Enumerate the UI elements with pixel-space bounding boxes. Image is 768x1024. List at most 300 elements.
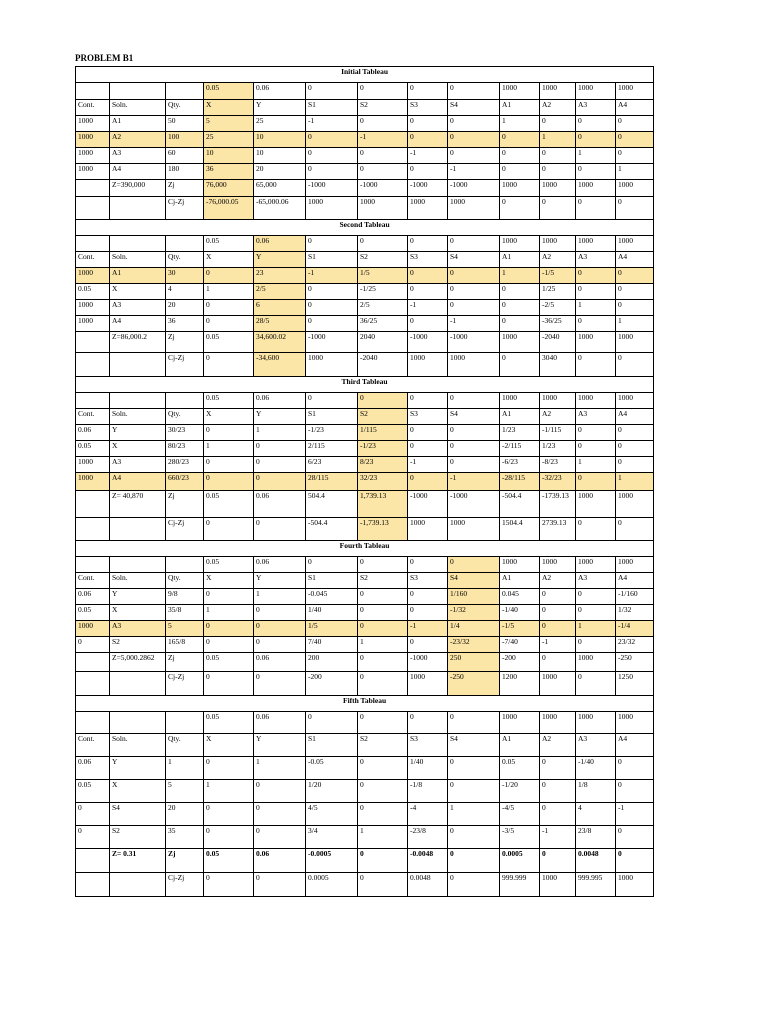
table-cell: 1 bbox=[616, 316, 654, 332]
table-cell: 0 bbox=[204, 268, 254, 284]
table-cell: X bbox=[204, 100, 254, 116]
table-cell: 0 bbox=[254, 803, 306, 826]
table-cell: 504.4 bbox=[306, 491, 358, 518]
table-cell: 76,000 bbox=[204, 180, 254, 197]
table-cell: Soln. bbox=[110, 573, 166, 589]
table-cell: 0 bbox=[254, 672, 306, 696]
table-cell: 0 bbox=[408, 164, 448, 180]
table-cell: 0 bbox=[254, 780, 306, 803]
table-cell: 0.06 bbox=[254, 393, 306, 409]
table-cell: Y bbox=[254, 573, 306, 589]
table-cell: 1000 bbox=[576, 557, 616, 573]
table-cell: -1 bbox=[408, 300, 448, 316]
table-cell: 0 bbox=[616, 116, 654, 132]
table-cell: 0 bbox=[448, 148, 500, 164]
table-cell: 0 bbox=[576, 473, 616, 491]
table-cell: 0 bbox=[448, 83, 500, 100]
table-cell: 3040 bbox=[540, 353, 576, 377]
table-cell: 0 bbox=[306, 164, 358, 180]
table-cell: 0 bbox=[204, 672, 254, 696]
tableau-caption-row bbox=[76, 541, 654, 557]
table-cell: 0.0048 bbox=[408, 873, 448, 897]
table-cell: S1 bbox=[306, 100, 358, 116]
table-cell: 999.995 bbox=[576, 873, 616, 897]
table-row bbox=[76, 100, 654, 116]
table-cell: A4 bbox=[616, 573, 654, 589]
table-cell: 1000 bbox=[500, 83, 540, 100]
table-cell: 0 bbox=[616, 425, 654, 441]
table-cell: 1504.4 bbox=[500, 518, 540, 541]
table-cell: 0 bbox=[408, 132, 448, 148]
table-cell: Cont. bbox=[76, 409, 110, 425]
table-cell: 0 bbox=[204, 589, 254, 605]
table-cell: 1000 bbox=[616, 180, 654, 197]
table-cell: 0.06 bbox=[254, 653, 306, 672]
table-cell: 1000 bbox=[576, 332, 616, 353]
table-cell: -1 bbox=[448, 316, 500, 332]
table-cell: 1 bbox=[204, 605, 254, 621]
table-cell: -1 bbox=[616, 803, 654, 826]
table-cell: A2 bbox=[540, 573, 576, 589]
table-cell: 1 bbox=[500, 268, 540, 284]
table-cell: X bbox=[204, 734, 254, 757]
table-cell: 1000 bbox=[576, 83, 616, 100]
table-cell bbox=[110, 353, 166, 377]
table-cell bbox=[76, 353, 110, 377]
tableau-caption: Fifth Tableau bbox=[76, 696, 654, 712]
table-cell: A2 bbox=[540, 734, 576, 757]
table-cell: -1000 bbox=[408, 332, 448, 353]
table-cell: Cj-Zj bbox=[166, 197, 204, 220]
table-cell: 20 bbox=[254, 164, 306, 180]
table-cell: Soln. bbox=[110, 734, 166, 757]
table-cell bbox=[76, 653, 110, 672]
table-cell: 0 bbox=[306, 132, 358, 148]
table-cell: A4 bbox=[616, 734, 654, 757]
table-cell: 660/23 bbox=[166, 473, 204, 491]
table-cell: 1/160 bbox=[448, 589, 500, 605]
table-cell: A4 bbox=[616, 100, 654, 116]
table-cell: 1 bbox=[576, 148, 616, 164]
table-cell: 0 bbox=[500, 284, 540, 300]
table-row bbox=[76, 425, 654, 441]
table-cell: 0.0005 bbox=[500, 849, 540, 873]
table-cell: Y bbox=[254, 100, 306, 116]
table-cell: 0 bbox=[204, 316, 254, 332]
table-cell: -1/115 bbox=[540, 425, 576, 441]
table-cell: 0 bbox=[358, 653, 408, 672]
table-cell: 0 bbox=[408, 83, 448, 100]
table-cell: 0 bbox=[540, 757, 576, 780]
table-cell: Zj bbox=[166, 180, 204, 197]
table-cell: X bbox=[110, 780, 166, 803]
table-cell: -2040 bbox=[358, 353, 408, 377]
table-cell: 1000 bbox=[576, 712, 616, 734]
table-cell: 0 bbox=[576, 164, 616, 180]
table-cell: -1/160 bbox=[616, 589, 654, 605]
table-cell: 0 bbox=[448, 849, 500, 873]
table-cell: -250 bbox=[448, 672, 500, 696]
table-cell: 0 bbox=[448, 712, 500, 734]
table-cell: 2739.13 bbox=[540, 518, 576, 541]
table-cell: -65,000.06 bbox=[254, 197, 306, 220]
table-cell: 0.05 bbox=[204, 83, 254, 100]
table-cell: 1 bbox=[500, 116, 540, 132]
table-cell: 0 bbox=[306, 712, 358, 734]
table-cell: -7/40 bbox=[500, 637, 540, 653]
table-cell: S2 bbox=[110, 826, 166, 849]
simplex-table bbox=[75, 66, 654, 897]
table-cell: 0 bbox=[500, 148, 540, 164]
table-cell: Qty. bbox=[166, 409, 204, 425]
table-row bbox=[76, 734, 654, 757]
table-cell: Y bbox=[110, 757, 166, 780]
table-cell: A1 bbox=[500, 100, 540, 116]
table-cell: 0 bbox=[408, 712, 448, 734]
table-cell: Cont. bbox=[76, 734, 110, 757]
table-cell: A3 bbox=[576, 252, 616, 268]
table-cell: 0 bbox=[500, 164, 540, 180]
table-cell: 1000 bbox=[76, 457, 110, 473]
table-cell: 1000 bbox=[448, 353, 500, 377]
table-cell: Cont. bbox=[76, 100, 110, 116]
table-cell: 0 bbox=[254, 441, 306, 457]
table-cell bbox=[76, 393, 110, 409]
table-cell bbox=[166, 236, 204, 252]
table-cell: A1 bbox=[500, 573, 540, 589]
table-cell: -1000 bbox=[306, 180, 358, 197]
table-cell: A1 bbox=[500, 409, 540, 425]
table-cell: 0 bbox=[616, 826, 654, 849]
table-cell: 0 bbox=[500, 300, 540, 316]
table-cell: X bbox=[204, 252, 254, 268]
table-cell: 0 bbox=[358, 712, 408, 734]
table-cell bbox=[110, 873, 166, 897]
table-cell: 0.06 bbox=[254, 849, 306, 873]
table-cell: 1000 bbox=[540, 180, 576, 197]
table-row bbox=[76, 826, 654, 849]
table-cell: 0 bbox=[204, 518, 254, 541]
table-cell: 0.0005 bbox=[306, 873, 358, 897]
table-cell: S2 bbox=[358, 573, 408, 589]
table-cell: 0 bbox=[306, 316, 358, 332]
table-cell: -1 bbox=[306, 116, 358, 132]
table-cell: Soln. bbox=[110, 100, 166, 116]
table-cell: 0.05 bbox=[204, 849, 254, 873]
table-cell: 0 bbox=[408, 473, 448, 491]
table-cell: A3 bbox=[110, 621, 166, 637]
table-cell: -1,739.13 bbox=[358, 518, 408, 541]
table-cell: 0 bbox=[204, 457, 254, 473]
table-cell: 1 bbox=[576, 457, 616, 473]
table-cell: 0 bbox=[254, 621, 306, 637]
table-cell: 0 bbox=[540, 589, 576, 605]
table-cell: 1000 bbox=[576, 180, 616, 197]
table-cell: 0 bbox=[358, 849, 408, 873]
table-cell: 0 bbox=[616, 441, 654, 457]
table-cell: -4 bbox=[408, 803, 448, 826]
table-cell: -23/32 bbox=[448, 637, 500, 653]
table-cell: 0 bbox=[448, 300, 500, 316]
table-cell: 1/4 bbox=[448, 621, 500, 637]
table-cell: Cont. bbox=[76, 252, 110, 268]
table-cell: 0 bbox=[540, 148, 576, 164]
table-cell: S1 bbox=[306, 734, 358, 757]
table-cell: 0 bbox=[540, 621, 576, 637]
table-cell: -2/5 bbox=[540, 300, 576, 316]
table-cell: 0 bbox=[540, 197, 576, 220]
table-cell: 0 bbox=[448, 557, 500, 573]
table-cell: 0.05 bbox=[204, 653, 254, 672]
table-cell: 1/5 bbox=[358, 268, 408, 284]
table-cell: 1000 bbox=[448, 518, 500, 541]
table-cell bbox=[76, 83, 110, 100]
table-cell: 35/8 bbox=[166, 605, 204, 621]
table-cell bbox=[76, 236, 110, 252]
table-cell: -250 bbox=[616, 653, 654, 672]
table-cell: -1000 bbox=[408, 180, 448, 197]
table-cell: 5 bbox=[166, 780, 204, 803]
table-cell: 0 bbox=[576, 425, 616, 441]
table-cell: 1000 bbox=[408, 518, 448, 541]
table-cell: 10 bbox=[254, 148, 306, 164]
table-cell: 1000 bbox=[408, 672, 448, 696]
table-cell: 1000 bbox=[616, 236, 654, 252]
table-cell: -6/23 bbox=[500, 457, 540, 473]
table-cell: 1000 bbox=[576, 491, 616, 518]
table-cell: 0 bbox=[448, 236, 500, 252]
page-title: PROBLEM B1 bbox=[75, 53, 134, 63]
table-row bbox=[76, 116, 654, 132]
table-cell: 1000 bbox=[540, 393, 576, 409]
table-cell: 0 bbox=[254, 637, 306, 653]
table-cell: 1000 bbox=[616, 873, 654, 897]
table-cell: 0 bbox=[358, 557, 408, 573]
table-cell: S2 bbox=[358, 734, 408, 757]
table-cell: 0 bbox=[500, 197, 540, 220]
table-cell: Qty. bbox=[166, 734, 204, 757]
table-cell: 1000 bbox=[76, 116, 110, 132]
table-cell: 2/5 bbox=[358, 300, 408, 316]
table-cell: 1000 bbox=[500, 180, 540, 197]
table-cell: A4 bbox=[110, 316, 166, 332]
table-cell: 0 bbox=[616, 268, 654, 284]
table-cell: -1000 bbox=[408, 491, 448, 518]
table-cell: 10 bbox=[204, 148, 254, 164]
table-cell: 0 bbox=[408, 637, 448, 653]
table-cell: 1000 bbox=[616, 712, 654, 734]
table-cell: Y bbox=[254, 252, 306, 268]
table-cell: 0 bbox=[448, 116, 500, 132]
table-cell: -1/5 bbox=[500, 621, 540, 637]
table-row bbox=[76, 491, 654, 518]
table-cell: 1 bbox=[254, 589, 306, 605]
table-cell: 1000 bbox=[500, 393, 540, 409]
table-cell: S1 bbox=[306, 573, 358, 589]
table-cell: 0 bbox=[204, 757, 254, 780]
table-cell: 0.06 bbox=[76, 425, 110, 441]
table-cell: 0 bbox=[408, 441, 448, 457]
table-cell: -1000 bbox=[448, 332, 500, 353]
table-cell: -1/25 bbox=[358, 284, 408, 300]
table-cell: A2 bbox=[540, 252, 576, 268]
table-cell: -504.4 bbox=[306, 518, 358, 541]
table-row bbox=[76, 589, 654, 605]
table-cell bbox=[166, 83, 204, 100]
table-cell: 20 bbox=[166, 300, 204, 316]
table-cell: -200 bbox=[500, 653, 540, 672]
table-cell bbox=[110, 712, 166, 734]
table-cell: Cont. bbox=[76, 573, 110, 589]
table-cell bbox=[76, 557, 110, 573]
table-cell: 32/23 bbox=[358, 473, 408, 491]
table-row bbox=[76, 132, 654, 148]
table-cell: -1 bbox=[408, 148, 448, 164]
table-cell: 0 bbox=[76, 803, 110, 826]
table-cell: 1000 bbox=[616, 491, 654, 518]
table-row bbox=[76, 252, 654, 268]
table-cell: -76,000.05 bbox=[204, 197, 254, 220]
table-cell: 1200 bbox=[500, 672, 540, 696]
table-row bbox=[76, 300, 654, 316]
table-row bbox=[76, 653, 654, 672]
table-cell: 1000 bbox=[540, 873, 576, 897]
table-cell: 0.05 bbox=[204, 491, 254, 518]
table-cell: 0.05 bbox=[204, 393, 254, 409]
table-cell: 5 bbox=[166, 621, 204, 637]
table-cell: -1 bbox=[408, 457, 448, 473]
tableau-caption-row bbox=[76, 377, 654, 393]
table-cell: Zj bbox=[166, 849, 204, 873]
table-cell: 0 bbox=[576, 605, 616, 621]
table-row bbox=[76, 757, 654, 780]
table-cell: 7/40 bbox=[306, 637, 358, 653]
table-cell: -1000 bbox=[306, 332, 358, 353]
table-cell: 0 bbox=[76, 637, 110, 653]
table-cell: S3 bbox=[408, 100, 448, 116]
table-cell: 60 bbox=[166, 148, 204, 164]
table-cell: 1/23 bbox=[500, 425, 540, 441]
table-cell: 0 bbox=[576, 637, 616, 653]
table-cell: 0 bbox=[204, 621, 254, 637]
table-cell: 5 bbox=[204, 116, 254, 132]
table-cell: 0 bbox=[616, 757, 654, 780]
table-cell: 36 bbox=[204, 164, 254, 180]
table-cell: 0.06 bbox=[76, 589, 110, 605]
table-cell: 0 bbox=[254, 605, 306, 621]
table-cell: 0 bbox=[358, 83, 408, 100]
table-cell: 0.06 bbox=[254, 83, 306, 100]
table-cell: A1 bbox=[500, 252, 540, 268]
table-row bbox=[76, 873, 654, 897]
table-cell: 0 bbox=[448, 393, 500, 409]
table-cell: 0 bbox=[540, 116, 576, 132]
table-cell: 1000 bbox=[616, 393, 654, 409]
table-cell: 0 bbox=[500, 132, 540, 148]
table-cell: 200 bbox=[306, 653, 358, 672]
table-row bbox=[76, 284, 654, 300]
table-cell: 1/115 bbox=[358, 425, 408, 441]
table-cell: 3/4 bbox=[306, 826, 358, 849]
table-cell: 1 bbox=[616, 164, 654, 180]
table-cell: Z= 0.31 bbox=[110, 849, 166, 873]
table-cell bbox=[110, 518, 166, 541]
table-cell: 0.05 bbox=[76, 605, 110, 621]
table-cell: 1/5 bbox=[306, 621, 358, 637]
table-cell: -1 bbox=[306, 268, 358, 284]
table-cell: 0.05 bbox=[204, 332, 254, 353]
table-cell bbox=[76, 180, 110, 197]
table-cell: 0 bbox=[616, 457, 654, 473]
table-cell: 0.0048 bbox=[576, 849, 616, 873]
table-cell: A3 bbox=[110, 457, 166, 473]
table-cell: 1000 bbox=[576, 236, 616, 252]
table-cell: 1000 bbox=[306, 197, 358, 220]
table-row bbox=[76, 409, 654, 425]
table-cell: S2 bbox=[110, 637, 166, 653]
tableau-caption: Second Tableau bbox=[76, 220, 654, 236]
table-cell: 0 bbox=[540, 653, 576, 672]
table-cell: 1 bbox=[254, 425, 306, 441]
table-row bbox=[76, 393, 654, 409]
table-cell: 0.05 bbox=[204, 557, 254, 573]
table-cell bbox=[76, 712, 110, 734]
table-cell: A4 bbox=[616, 252, 654, 268]
table-cell: 1000 bbox=[540, 236, 576, 252]
table-cell: Zj bbox=[166, 653, 204, 672]
table-cell: 0 bbox=[254, 518, 306, 541]
table-cell: 180 bbox=[166, 164, 204, 180]
table-cell: 0 bbox=[540, 164, 576, 180]
table-cell: 2/115 bbox=[306, 441, 358, 457]
table-cell: X bbox=[110, 441, 166, 457]
table-cell: 25 bbox=[204, 132, 254, 148]
table-cell: 0 bbox=[500, 316, 540, 332]
table-cell bbox=[110, 672, 166, 696]
table-cell: 1/40 bbox=[306, 605, 358, 621]
table-cell: 0 bbox=[448, 826, 500, 849]
table-cell: -1739.13 bbox=[540, 491, 576, 518]
table-cell: Soln. bbox=[110, 252, 166, 268]
table-cell: X bbox=[204, 573, 254, 589]
table-cell: 0 bbox=[616, 353, 654, 377]
table-cell: 0 bbox=[576, 268, 616, 284]
table-cell: 0 bbox=[306, 83, 358, 100]
table-cell: 0 bbox=[306, 284, 358, 300]
table-cell: 36 bbox=[166, 316, 204, 332]
table-cell: S3 bbox=[408, 734, 448, 757]
table-cell: 1/8 bbox=[576, 780, 616, 803]
tableau-caption-row bbox=[76, 67, 654, 83]
table-cell: A1 bbox=[110, 116, 166, 132]
table-cell: S4 bbox=[448, 409, 500, 425]
table-cell: -1 bbox=[408, 621, 448, 637]
table-row bbox=[76, 557, 654, 573]
table-cell: 0 bbox=[358, 164, 408, 180]
table-cell: 0 bbox=[408, 236, 448, 252]
table-cell bbox=[166, 393, 204, 409]
table-cell: -1 bbox=[540, 637, 576, 653]
table-cell: Z=5,000.2862 bbox=[110, 653, 166, 672]
table-cell: 28/5 bbox=[254, 316, 306, 332]
table-cell: -8/23 bbox=[540, 457, 576, 473]
table-cell: A2 bbox=[540, 100, 576, 116]
table-row bbox=[76, 637, 654, 653]
table-cell: 0.06 bbox=[76, 757, 110, 780]
table-cell: Zj bbox=[166, 491, 204, 518]
table-cell: 1000 bbox=[540, 712, 576, 734]
table-cell: 0 bbox=[306, 236, 358, 252]
